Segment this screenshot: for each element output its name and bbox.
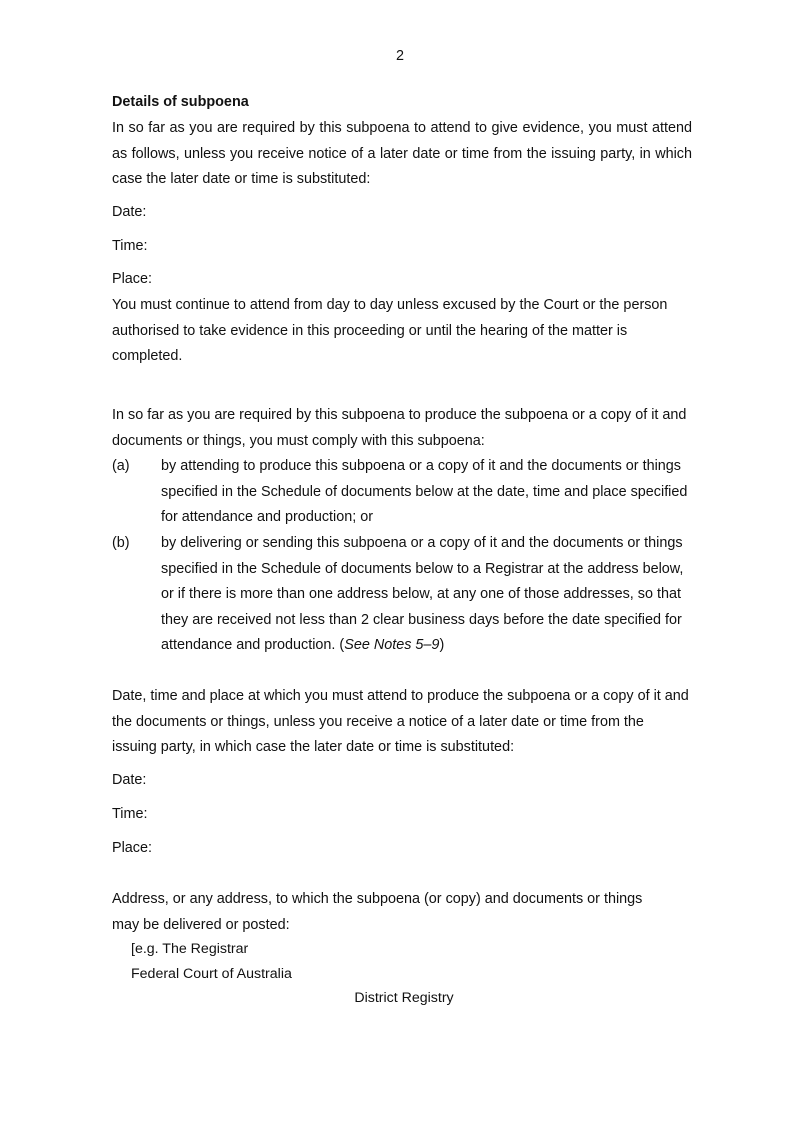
address-intro-paragraph: Address, or any address, to which the subpoena (or copy) and documents or things may be delivered or posted: [112,891,643,933]
address-line-3: District Registry [354,990,454,1006]
list-item-b-body: by delivering or sending this subpoena or a copy of it and the documents or things specified in the Schedule of documents below to a Registrar at the address below, or if there is more than one address below, at any one of those addresses, so that they are received not less than 2 clear business days before the date specified for attendance and production. ( [161,535,684,653]
section-heading-text: Details of subpoena [112,94,249,110]
produce-intro-paragraph: In so far as you are required by this subpoena to produce the subpoena or a copy of it and documents or things, you must comply with this subpoena: [112,407,687,449]
list-item-a-label: (a) [112,458,130,474]
attend-intro-paragraph: In so far as you are required by this subpoena to attend to give evidence, you must attend as follows, unless you receive notice of a later date or time from the issuing party, in which case the later date or time is substituted: [112,120,692,187]
list-item-a-text: by attending to produce this subpoena or a copy of it and the documents or things specified in the Schedule of documents below at the date, time and place specified for attendance and production; or [161,458,688,525]
produce-time-intro-paragraph: Date, time and place at which you must attend to produce the subpoena or a copy of it and the documents or things, unless you receive a notice of a later date or time from the issuing party, in which case the later date or time is substituted: [112,688,689,755]
produce-place-label: Place: [112,840,152,856]
produce-time-label: Time: [112,806,148,822]
attend-place-label: Place: [112,271,152,287]
section-heading [112,94,692,110]
address-line-2: Federal Court of Australia [131,966,292,982]
page-number: 2 [395,48,404,64]
list-item-b-text [161,531,692,659]
attend-time-label: Time: [112,238,148,254]
produce-date-label: Date: [112,772,147,788]
list-item-b-note: See Notes 5–9 [344,637,440,653]
address-line-1: [e.g. The Registrar [131,941,249,957]
attend-continue-paragraph: You must continue to attend from day to day unless excused by the Court or the person authorised to take evidence in this proceeding or until the hearing of the matter is completed. [112,297,668,364]
attend-date-label: Date: [112,204,147,220]
list-item-b-label: (b) [112,535,130,551]
list-item-b-close: ) [439,637,445,653]
